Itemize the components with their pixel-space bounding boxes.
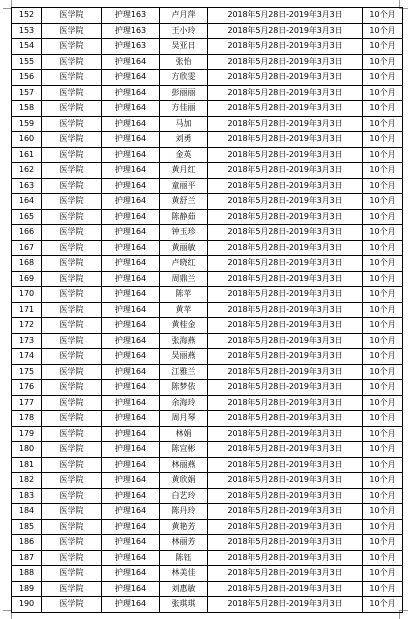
class-cell: 护理164 [102,318,160,334]
class-cell: 护理164 [102,147,160,163]
table-row [12,349,403,365]
duration-cell: 10个月 [363,318,403,334]
class-cell: 护理164 [102,364,160,380]
duration-cell: 10个月 [363,550,403,566]
duration-cell: 10个月 [363,225,403,241]
table-row [12,597,403,613]
student-name-cell: 黄月红 [160,163,208,179]
row-number-cell: 188 [12,566,42,582]
class-cell: 护理164 [102,488,160,504]
student-name-cell: 余海玲 [160,395,208,411]
row-number-cell: 158 [12,101,42,117]
row-number-cell: 177 [12,395,42,411]
student-name-cell: 钟玉珍 [160,225,208,241]
table-row [12,132,403,148]
college-cell: 医学院 [42,147,102,163]
row-number-cell: 180 [12,442,42,458]
student-name-cell: 江雅兰 [160,364,208,380]
college-cell: 医学院 [42,271,102,287]
class-cell: 护理164 [102,411,160,427]
class-cell: 护理164 [102,473,160,489]
student-name-cell: 张怡 [160,54,208,70]
period-cell: 2018年5月28日-2019年3月3日 [208,54,363,70]
college-cell: 医学院 [42,519,102,535]
student-name-cell: 黄欣娟 [160,473,208,489]
college-cell: 医学院 [42,380,102,396]
table-row [12,473,403,489]
college-cell: 医学院 [42,101,102,117]
row-number-cell: 163 [12,178,42,194]
duration-cell: 10个月 [363,597,403,613]
row-number-cell: 159 [12,116,42,132]
period-cell: 2018年5月28日-2019年3月3日 [208,426,363,442]
period-cell: 2018年5月28日-2019年3月3日 [208,8,363,24]
row-number-cell: 174 [12,349,42,365]
student-name-cell: 陈梦依 [160,380,208,396]
table-row [12,302,403,318]
college-cell: 医学院 [42,566,102,582]
table-row [12,178,403,194]
duration-cell: 10个月 [363,566,403,582]
class-cell: 护理163 [102,23,160,39]
row-number-cell: 176 [12,380,42,396]
class-cell: 护理164 [102,194,160,210]
period-cell: 2018年5月28日-2019年3月3日 [208,380,363,396]
table-row [12,318,403,334]
table-row [12,581,403,597]
period-cell: 2018年5月28日-2019年3月3日 [208,147,363,163]
table-row [12,550,403,566]
class-cell: 护理164 [102,550,160,566]
college-cell: 医学院 [42,395,102,411]
row-number-cell: 157 [12,85,42,101]
student-name-cell: 马加 [160,116,208,132]
college-cell: 医学院 [42,426,102,442]
student-name-cell: 黄丽敏 [160,240,208,256]
document-page [11,7,402,613]
duration-cell: 10个月 [363,380,403,396]
roster-table-body [12,8,403,613]
student-name-cell: 陈宜彬 [160,442,208,458]
period-cell: 2018年5月28日-2019年3月3日 [208,442,363,458]
student-name-cell: 卢晓红 [160,256,208,272]
student-name-cell: 林美佳 [160,566,208,582]
college-cell: 医学院 [42,54,102,70]
period-cell: 2018年5月28日-2019年3月3日 [208,287,363,303]
table-row [12,163,403,179]
duration-cell: 10个月 [363,504,403,520]
table-row [12,101,403,117]
college-cell: 医学院 [42,473,102,489]
period-cell: 2018年5月28日-2019年3月3日 [208,504,363,520]
row-number-cell: 168 [12,256,42,272]
period-cell: 2018年5月28日-2019年3月3日 [208,302,363,318]
class-cell: 护理164 [102,85,160,101]
duration-cell: 10个月 [363,488,403,504]
period-cell: 2018年5月28日-2019年3月3日 [208,39,363,55]
row-number-cell: 190 [12,597,42,613]
table-row [12,364,403,380]
row-number-cell: 189 [12,581,42,597]
student-name-cell: 刘勇 [160,132,208,148]
class-cell: 护理164 [102,442,160,458]
student-name-cell: 陈静茹 [160,209,208,225]
row-number-cell: 178 [12,411,42,427]
college-cell: 医学院 [42,70,102,86]
class-cell: 护理164 [102,209,160,225]
duration-cell: 10个月 [363,519,403,535]
row-number-cell: 152 [12,8,42,24]
college-cell: 医学院 [42,504,102,520]
table-row [12,194,403,210]
class-cell: 护理164 [102,457,160,473]
table-row [12,395,403,411]
class-cell: 护理164 [102,116,160,132]
row-number-cell: 185 [12,519,42,535]
student-name-cell: 林娟 [160,426,208,442]
duration-cell: 10个月 [363,349,403,365]
row-number-cell: 160 [12,132,42,148]
row-number-cell: 171 [12,302,42,318]
table-row [12,54,403,70]
table-row [12,147,403,163]
student-name-cell: 黄舒兰 [160,194,208,210]
row-number-cell: 155 [12,54,42,70]
period-cell: 2018年5月28日-2019年3月3日 [208,457,363,473]
class-cell: 护理164 [102,256,160,272]
row-number-cell: 184 [12,504,42,520]
table-row [12,256,403,272]
period-cell: 2018年5月28日-2019年3月3日 [208,395,363,411]
college-cell: 医学院 [42,240,102,256]
duration-cell: 10个月 [363,8,403,24]
row-number-cell: 170 [12,287,42,303]
class-cell: 护理164 [102,349,160,365]
class-cell: 护理164 [102,426,160,442]
college-cell: 医学院 [42,535,102,551]
class-cell: 护理164 [102,225,160,241]
period-cell: 2018年5月28日-2019年3月3日 [208,581,363,597]
duration-cell: 10个月 [363,209,403,225]
row-number-cell: 156 [12,70,42,86]
college-cell: 医学院 [42,209,102,225]
table-row [12,380,403,396]
student-name-cell: 周鼎兰 [160,271,208,287]
table-row [12,225,403,241]
duration-cell: 10个月 [363,240,403,256]
class-cell: 护理164 [102,380,160,396]
period-cell: 2018年5月28日-2019年3月3日 [208,225,363,241]
table-row [12,566,403,582]
student-name-cell: 陈钰 [160,550,208,566]
college-cell: 医学院 [42,256,102,272]
class-cell: 护理164 [102,132,160,148]
period-cell: 2018年5月28日-2019年3月3日 [208,178,363,194]
student-name-cell: 金英 [160,147,208,163]
class-cell: 护理164 [102,566,160,582]
row-number-cell: 182 [12,473,42,489]
college-cell: 医学院 [42,85,102,101]
row-number-cell: 172 [12,318,42,334]
table-row [12,442,403,458]
table-row [12,39,403,55]
period-cell: 2018年5月28日-2019年3月3日 [208,116,363,132]
student-name-cell: 黄桂金 [160,318,208,334]
duration-cell: 10个月 [363,70,403,86]
duration-cell: 10个月 [363,271,403,287]
student-name-cell: 彭丽丽 [160,85,208,101]
college-cell: 医学院 [42,225,102,241]
table-row [12,519,403,535]
class-cell: 护理164 [102,70,160,86]
class-cell: 护理164 [102,519,160,535]
duration-cell: 10个月 [363,54,403,70]
table-row [12,271,403,287]
table-row [12,488,403,504]
student-name-cell: 吴亚日 [160,39,208,55]
row-number-cell: 183 [12,488,42,504]
period-cell: 2018年5月28日-2019年3月3日 [208,566,363,582]
duration-cell: 10个月 [363,147,403,163]
row-number-cell: 179 [12,426,42,442]
row-number-cell: 166 [12,225,42,241]
period-cell: 2018年5月28日-2019年3月3日 [208,349,363,365]
duration-cell: 10个月 [363,426,403,442]
college-cell: 医学院 [42,178,102,194]
duration-cell: 10个月 [363,364,403,380]
duration-cell: 10个月 [363,39,403,55]
period-cell: 2018年5月28日-2019年3月3日 [208,318,363,334]
duration-cell: 10个月 [363,194,403,210]
college-cell: 医学院 [42,132,102,148]
table-row [12,23,403,39]
period-cell: 2018年5月28日-2019年3月3日 [208,519,363,535]
period-cell: 2018年5月28日-2019年3月3日 [208,271,363,287]
class-cell: 护理164 [102,597,160,613]
row-number-cell: 161 [12,147,42,163]
college-cell: 医学院 [42,488,102,504]
table-row [12,116,403,132]
college-cell: 医学院 [42,411,102,427]
period-cell: 2018年5月28日-2019年3月3日 [208,101,363,117]
period-cell: 2018年5月28日-2019年3月3日 [208,535,363,551]
table-row [12,287,403,303]
row-number-cell: 181 [12,457,42,473]
class-cell: 护理163 [102,39,160,55]
college-cell: 医学院 [42,194,102,210]
college-cell: 医学院 [42,442,102,458]
college-cell: 医学院 [42,550,102,566]
college-cell: 医学院 [42,39,102,55]
class-cell: 护理164 [102,163,160,179]
row-number-cell: 162 [12,163,42,179]
row-number-cell: 169 [12,271,42,287]
duration-cell: 10个月 [363,101,403,117]
student-roster-table [11,7,403,613]
class-cell: 护理164 [102,287,160,303]
student-name-cell: 白艺玲 [160,488,208,504]
student-name-cell: 张海燕 [160,333,208,349]
table-row [12,426,403,442]
table-row [12,457,403,473]
period-cell: 2018年5月28日-2019年3月3日 [208,364,363,380]
row-number-cell: 165 [12,209,42,225]
table-row [12,333,403,349]
period-cell: 2018年5月28日-2019年3月3日 [208,240,363,256]
college-cell: 医学院 [42,8,102,24]
college-cell: 医学院 [42,581,102,597]
period-cell: 2018年5月28日-2019年3月3日 [208,209,363,225]
duration-cell: 10个月 [363,116,403,132]
duration-cell: 10个月 [363,581,403,597]
period-cell: 2018年5月28日-2019年3月3日 [208,163,363,179]
class-cell: 护理164 [102,395,160,411]
class-cell: 护理163 [102,8,160,24]
student-name-cell: 黄苹 [160,302,208,318]
duration-cell: 10个月 [363,163,403,179]
period-cell: 2018年5月28日-2019年3月3日 [208,23,363,39]
student-name-cell: 张琪琪 [160,597,208,613]
college-cell: 医学院 [42,318,102,334]
student-name-cell: 童丽平 [160,178,208,194]
college-cell: 医学院 [42,333,102,349]
college-cell: 医学院 [42,23,102,39]
table-row [12,85,403,101]
duration-cell: 10个月 [363,395,403,411]
duration-cell: 10个月 [363,442,403,458]
student-name-cell: 刘惠敏 [160,581,208,597]
class-cell: 护理164 [102,535,160,551]
duration-cell: 10个月 [363,23,403,39]
period-cell: 2018年5月28日-2019年3月3日 [208,411,363,427]
row-number-cell: 164 [12,194,42,210]
class-cell: 护理164 [102,54,160,70]
student-name-cell: 吴丽燕 [160,349,208,365]
duration-cell: 10个月 [363,85,403,101]
class-cell: 护理164 [102,504,160,520]
period-cell: 2018年5月28日-2019年3月3日 [208,194,363,210]
duration-cell: 10个月 [363,132,403,148]
period-cell: 2018年5月28日-2019年3月3日 [208,473,363,489]
student-name-cell: 林丽燕 [160,457,208,473]
college-cell: 医学院 [42,116,102,132]
student-name-cell: 陈苹 [160,287,208,303]
row-number-cell: 175 [12,364,42,380]
period-cell: 2018年5月28日-2019年3月3日 [208,70,363,86]
class-cell: 护理164 [102,240,160,256]
row-number-cell: 186 [12,535,42,551]
row-number-cell: 154 [12,39,42,55]
student-name-cell: 周月琴 [160,411,208,427]
duration-cell: 10个月 [363,333,403,349]
college-cell: 医学院 [42,349,102,365]
period-cell: 2018年5月28日-2019年3月3日 [208,132,363,148]
duration-cell: 10个月 [363,535,403,551]
table-row [12,8,403,24]
duration-cell: 10个月 [363,178,403,194]
row-number-cell: 173 [12,333,42,349]
class-cell: 护理164 [102,581,160,597]
duration-cell: 10个月 [363,457,403,473]
college-cell: 医学院 [42,287,102,303]
period-cell: 2018年5月28日-2019年3月3日 [208,256,363,272]
class-cell: 护理164 [102,178,160,194]
duration-cell: 10个月 [363,287,403,303]
row-number-cell: 153 [12,23,42,39]
college-cell: 医学院 [42,457,102,473]
class-cell: 护理164 [102,271,160,287]
table-row [12,70,403,86]
college-cell: 医学院 [42,364,102,380]
table-row [12,240,403,256]
class-cell: 护理164 [102,302,160,318]
table-row [12,535,403,551]
student-name-cell: 卢月萍 [160,8,208,24]
college-cell: 医学院 [42,597,102,613]
row-number-cell: 167 [12,240,42,256]
student-name-cell: 黄艳芳 [160,519,208,535]
period-cell: 2018年5月28日-2019年3月3日 [208,85,363,101]
student-name-cell: 陈丹玲 [160,504,208,520]
student-name-cell: 方欣雯 [160,70,208,86]
class-cell: 护理164 [102,333,160,349]
table-row [12,504,403,520]
student-name-cell: 林丽芳 [160,535,208,551]
college-cell: 医学院 [42,163,102,179]
period-cell: 2018年5月28日-2019年3月3日 [208,488,363,504]
table-row [12,209,403,225]
period-cell: 2018年5月28日-2019年3月3日 [208,550,363,566]
period-cell: 2018年5月28日-2019年3月3日 [208,333,363,349]
student-name-cell: 方佳丽 [160,101,208,117]
duration-cell: 10个月 [363,411,403,427]
duration-cell: 10个月 [363,256,403,272]
duration-cell: 10个月 [363,473,403,489]
table-row [12,411,403,427]
row-number-cell: 187 [12,550,42,566]
period-cell: 2018年5月28日-2019年3月3日 [208,597,363,613]
class-cell: 护理164 [102,101,160,117]
duration-cell: 10个月 [363,302,403,318]
student-name-cell: 王小玲 [160,23,208,39]
college-cell: 医学院 [42,302,102,318]
